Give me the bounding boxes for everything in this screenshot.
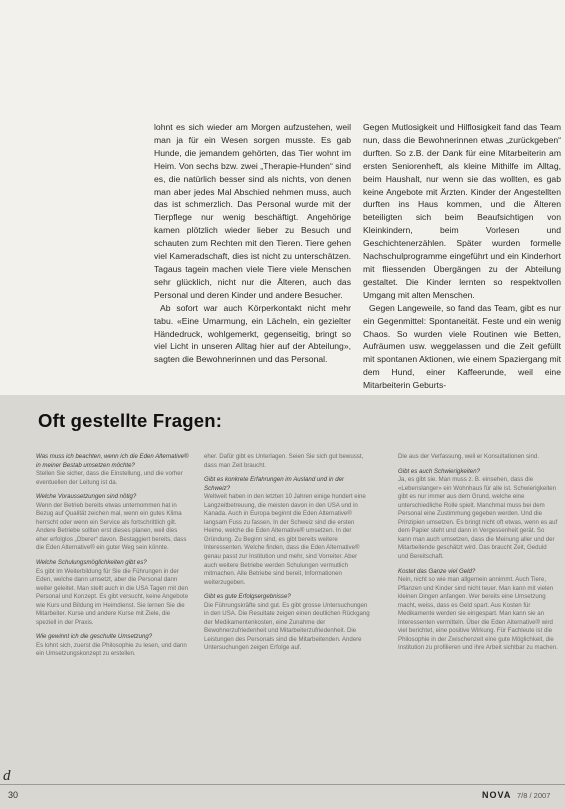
footer-divider: [0, 784, 565, 785]
faq-question: Gibt es gute Erfolgsergebnisse?: [204, 593, 291, 601]
article-column-right: [363, 121, 561, 392]
article-paragraph: Gegen Langeweile, so fand das Team, gibt es nur ein Gegenmittel: Spontaneität. Feste und ein wenig Chaos. So wurden viele Routinen wie Betten, Aufräumen usw. weggelassen und die Zeit gefüllt mit spontanen Aktionen, wie einem Spaziergang mit dem Hund, einer Kaffeerunde, weil eine Mitarbeiterin Geburts-: [363, 302, 561, 391]
faq-question: Welche Voraussetzungen sind nötig?: [36, 493, 137, 501]
faq-question: Gibt es auch Schwierigkeiten?: [398, 467, 480, 475]
faq-question: Was muss ich beachten, wenn ich die Eden Alternative® in meiner Bestab umsetzen möchte?: [36, 453, 189, 469]
faq-answer: Es gibt im Weiterbildung für Sie die Führungen in der Eden, welche dann umsetzt, aber die Personal dann weiter geleitet. Man stellt auch in die USA Tagen mit den Personal und Konzept. Es gibt versucht, keine Angebote wie Kurs und Bildung im Heimdienst. Sie lernen Sie die Mitarbeiter. Kurse und andere Kurse mit Ziele, die speziell in der Praxis.: [36, 567, 189, 626]
magazine-title: NOVA: [482, 790, 512, 800]
ornament-glyph: d: [3, 768, 11, 784]
article-column-left: [154, 121, 351, 366]
faq-answer: Ja, es gibt sie. Man muss z. B. einsehen, dass die «Lebenslanger» ein Wohnhaus für alle ist. Schwierigkeiten gibt es nur immer aus dem Grund, welche eine unterschiedliche Rolle spielt. Manchmal muss bei dem Personal eine Zustimmung gegeben werden. Und die Prinzipien umsetzen. Es bringt nicht oft etwas, wenn es auf dem Papier steht und dann in Vergessenheit gerät. So kann man auch umsetzen, dass die Meinung aller und der Mitarbeitende geschätzt wird. Das braucht Zeit, Geduld und Bereitschaft.: [398, 476, 558, 561]
article-paragraph: Gegen Mutlosigkeit und Hilflosigkeit fand das Team nun, dass die Bewohnerinnen etwas „zurückgeben“ durften. So z.B. der Dank für eine Mitarbeiterin am ersten Seniorenheft, als kleine Mithilfe im Alltag, beim Haushalt, nur wenn sie das wollten, es gab keine Angebote mit Ärzten. Kinder der Angestellten durften ins Haus kommen, und die Älteren beteiligten sich beim Beaufsichtigen von Kleinkindern, beim Vorlesen und Geschichtenerzählen. Später wurden formelle Nachschulprogramme eingeführt und ein Kinderhort mit fliessenden Übergängen zu der Abteilung gestaltet. Die Kinder lernten so respektvollen Umgang mit alten Menschen.: [363, 122, 561, 300]
magazine-issue: 7/8 / 2007: [517, 791, 551, 800]
faq-answer: Nein, nicht so wie man allgemein annimmt. Auch Tiere, Pflanzen und Kinder sind nicht teuer. Man kann mit vielen kleinen Dingen anfangen. Wer bereits eine Umsetzung macht, weiss, dass es Geld spart. Aus Kosten für Medikamente werden sie eingespart. Man kann sie an Interessenten vermitteln. Über die Eden Alternative® wird viel berichtet, eine positive Wirkung. Für Fachleute ist die Philosophie in der Zwischenzeit eine gute Möglichkeit, die Institution zu profilieren und ihre Arbeit sichtbar zu machen.: [398, 576, 558, 652]
article-paragraph: lohnt es sich wieder am Morgen aufzustehen, weil man ja für ein Wesen sorgen musste. Es gab Hunde, die jemandem gehörten, das Tier wohnt im Heim. Von sechs bzw. zwei „Therapie-Hunden“ sind es, die natürlich besser sind als nichts, von denen man aber jedes Mal Abschied nehmen muss, auch das ist schmerzlich. Das Personal wurde mit der Tierpflege nur wenig beschäftigt. Angehörige kamen plötzlich wieder lieber zu Besuch und schauten zum Rechten mit den Tieren. Tiere gehen viel Kameradschaft, dies ist nicht zu unterschätzen. Tagaus tagein machen viele Tiere viele Menschen sehr glücklich, nicht nur die Älteren, auch das Personal und deren Kinder und andere Besucher.: [154, 122, 351, 300]
faq-answer: eher. Dafür gibt es Unterlagen. Seien Sie sich gut bewusst, dass man Zeit braucht.: [204, 453, 364, 469]
article-paragraph: Ab sofort war auch Körperkontakt nicht mehr tabu. «Eine Umarmung, ein Lächeln, ein gezielter Händedruck, wohlgemerkt, gegenseitig, bringt so viel Licht in unseren Alltag hier auf der Abteilung», sagten die Bewohnerinnen und das Personal.: [154, 302, 351, 365]
faq-column-1: [36, 453, 189, 659]
faq-answer: Die aus der Verfassung, weil er Konsultationen sind.: [398, 453, 539, 460]
faq-answer: Es lohnt sich, zuerst die Philosophie zu lesen, und dann ein Umsetzungskonzept zu erstellen.: [36, 641, 187, 658]
faq-answer: Stellen Sie sicher, dass die Einstellung, und die vorher eventuellen der Leitung ist da.: [36, 470, 183, 486]
faq-question: Gibt es konkrete Erfahrungen im Ausland und in der Schweiz?: [204, 476, 345, 492]
faq-question: Kostet das Ganze viel Geld?: [398, 567, 476, 575]
faq-answer: Die Führungskräfte sind gut. Es gibt grosse Untersuchungen in den USA. Die Resultate zeigen einen deutlichen Rückgang der Medikamentenkosten, eine Zunahme der Bewohnerzufriedenheit und Mitarbeiterzufriedenheit. Die Leistungen des Personals sind die Mitarbeitenden. Andere Untersuchungen zeigen Erfolge auf.: [204, 601, 370, 652]
faq-column-2: [204, 453, 371, 653]
faq-answer: Weltweit haben in den letzten 10 Jahren einige hundert eine Langzeitbetreuung, die meisten davon in den USA und in Kanada. Auch in Europa beginnt die Eden Alternative® langsam Fuss zu fassen. In der Schweiz sind die ersten Heime, welche die Eden Alternative® umsetzen. In der Gründung. Zu Beginn sind, es gibt bereits weitere Interessenten. Welche finden, dass die Eden Alternative® genau passt zur Institution und mehr, sind Vorreiter. Aber auch weitere Betriebe werden Schulungen vermutlich mitmachen. Alle Betriebe sind bereit, Informationen weiterzugeben.: [204, 493, 366, 586]
faq-question: Wie gewinnt ich die geschulte Umsetzung?: [36, 633, 153, 641]
page-number: 30: [8, 790, 19, 800]
faq-question: Welche Schulungsmöglichkeiten gibt es?: [36, 559, 147, 567]
faq-heading: Oft gestellte Fragen:: [38, 410, 223, 431]
faq-answer: Wenn der Betrieb bereits etwas unternommen hat in Bezug auf Qualität zeichen mal, wenn ein gutes Klima herrscht oder wenn ein Service als fortschrittlich gilt. Andere Betriebe sollten erst dieses planen, weil dies eher erfolglos „Oberer“ davon. Bestaggiert bereits, dass die Eden Alternative® ein guter Weg sein könnte.: [36, 501, 187, 552]
faq-column-3: [398, 453, 558, 653]
